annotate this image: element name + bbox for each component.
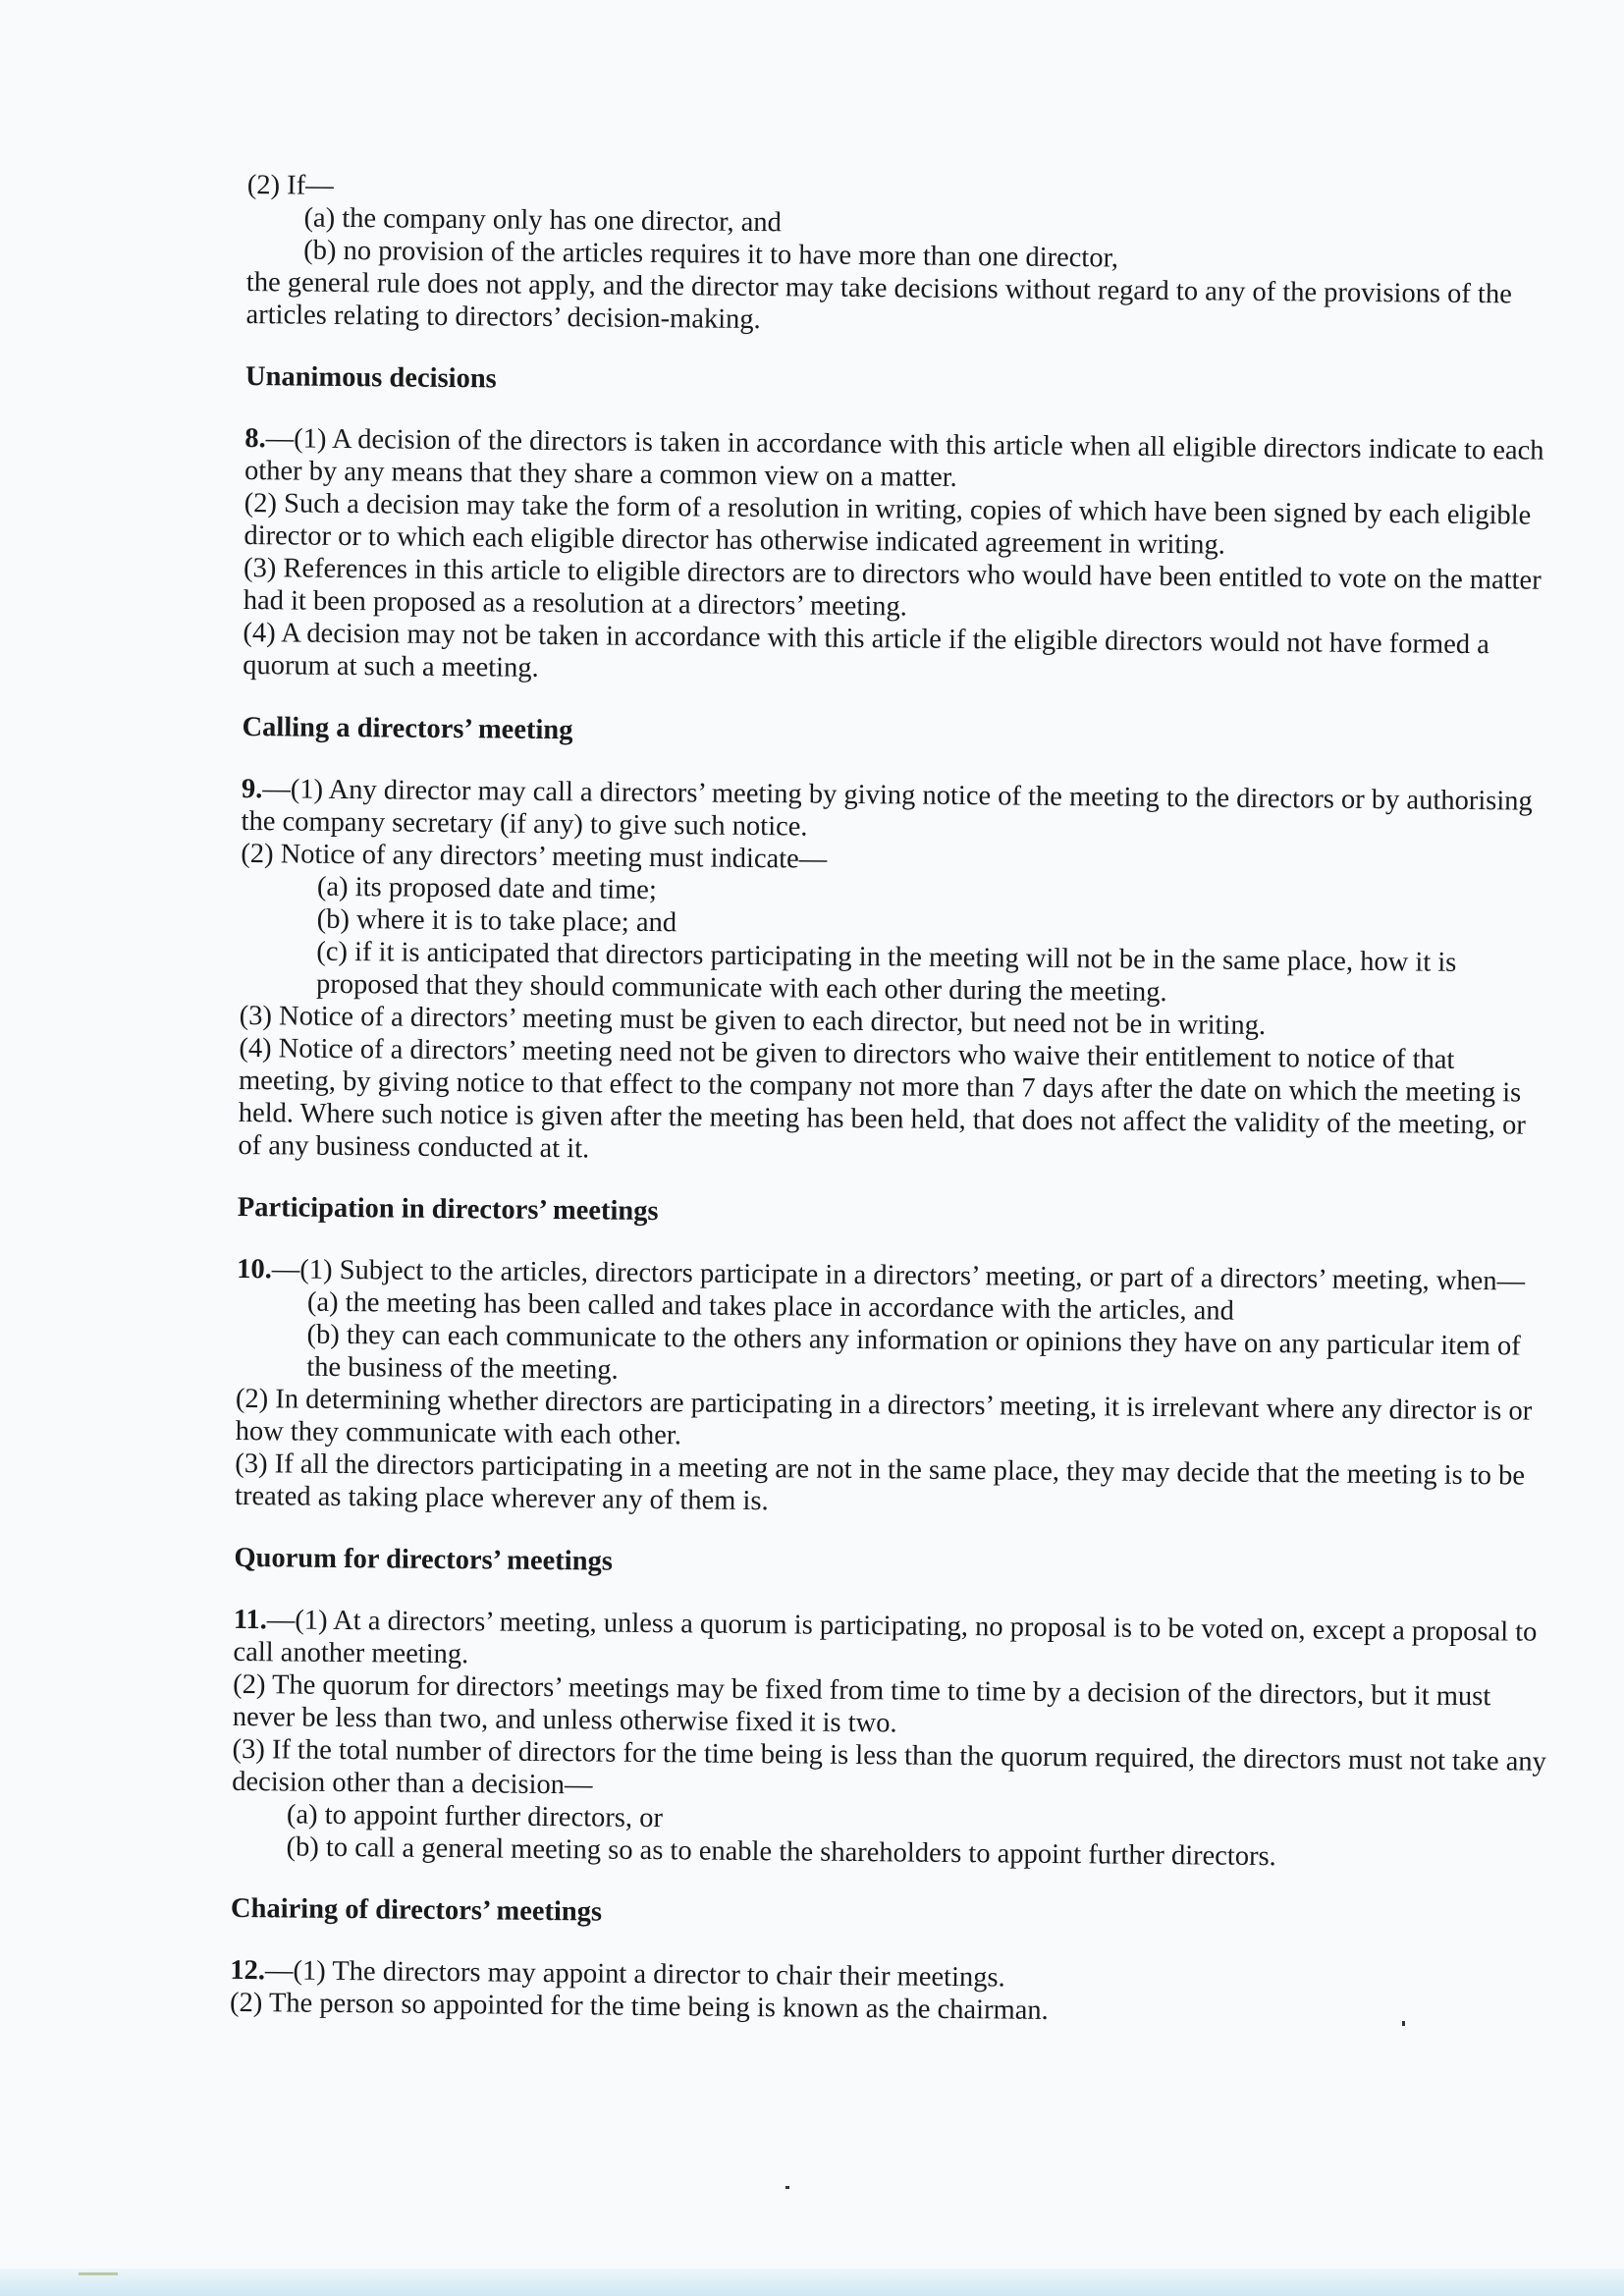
clause-7-2-b: (b) no provision of the articles requires it to have more than one director, [303, 235, 1119, 274]
article-10-para-3: (3) If all the directors participating in a meeting are not in the same place, they may decide that the meeting is to be treated as taking place wherever any of them is. [234, 1448, 1526, 1517]
article-9-para-3: (3) Notice of a directors’ meeting must be given to each director, but need not be in writing. [239, 1000, 1267, 1041]
heading-unanimous-decisions: Unanimous decisions [244, 360, 497, 395]
article-11-text-1: —(1) At a directors’ meeting, unless a quorum is participating, no proposal is to be voted on, except a proposal to call another meeting. [233, 1605, 1538, 1670]
article-9-item-a: (a) its proposed date and time; [316, 871, 657, 906]
article-11-para-3: (3) If the total number of directors for the time being is less than the quorum required, the directors must not take any decision other than a decision— [232, 1733, 1546, 1801]
page-body [230, 169, 1563, 2032]
article-11-number: 11. [233, 1604, 268, 1636]
article-10-number: 10. [237, 1253, 273, 1285]
article-10-text-1: —(1) Subject to the articles, directors participate in a directors’ meeting, or part of a directors’ meeting, when— [271, 1254, 1526, 1297]
article-8-para-3: (3) References in this article to eligible directors are to directors who would have been entitled to vote on the matter had it been proposed as a resolution at a directors’ meeting. [243, 552, 1542, 623]
scan-edge-mark [79, 2272, 118, 2275]
heading-quorum: Quorum for directors’ meetings [234, 1542, 614, 1577]
article-8-number: 8. [244, 422, 266, 455]
article-12-number: 12. [230, 1954, 266, 1987]
clause-7-2-intro: (2) If— [246, 169, 334, 201]
article-12-para-2: (2) The person so appointed for the time being is known as the chairman. [229, 1987, 1049, 2026]
heading-calling-meeting: Calling a directors’ meeting [242, 711, 573, 746]
scan-speck [785, 2186, 789, 2189]
article-12-text-1: —(1) The directors may appoint a director to chair their meetings. [264, 1955, 1005, 1994]
heading-participation: Participation in directors’ meetings [237, 1191, 659, 1228]
clause-7-2-tail: the general rule does not apply, and the director may take decisions without regard to any of the provisions of the articles relating to directors’ decision-making. [245, 266, 1512, 336]
article-8-para-4: (4) A decision may not be taken in accordance with this article if the eligible directors would not have formed a quorum at such a meeting. [242, 617, 1489, 683]
article-9-item-b: (b) where it is to take place; and [316, 903, 677, 939]
clause-7-2-a: (a) the company only has one director, and [303, 202, 783, 239]
article-8-text-1: —(1) A decision of the directors is taken in accordance with this article when all eligible directors indicate to each other by any means that they share a common view on a matter. [244, 423, 1544, 493]
article-9-text-1: —(1) Any director may call a directors’ meeting by giving notice of the meeting to the directors or by authorising the company secretary (if any) to give such notice. [241, 774, 1533, 843]
article-11-item-a: (a) to appoint further directors, or [286, 1799, 664, 1834]
article-8-para-2: (2) Such a decision may take the form of a resolution in writing, copies of which have been signed by each eligible director or to which each eligible director has otherwise indicated agreement in writing. [244, 487, 1532, 561]
article-10-item-b: (b) they can each communicate to the others any information or opinions they have on any particular item of the business of the meeting. [306, 1319, 1521, 1386]
scan-speck [1402, 2021, 1405, 2026]
scan-edge-strip [0, 2269, 1624, 2296]
article-11-item-b: (b) to call a general meeting so as to enable the shareholders to appoint further directors. [286, 1831, 1276, 1873]
article-9-number: 9. [241, 773, 263, 805]
article-9-item-c: (c) if it is anticipated that directors participating in the meeting will not be in the same place, how it is proposed that they should communicate with each other during the meeting. [315, 936, 1457, 1009]
article-10-item-a: (a) the meeting has been called and takes place in accordance with the articles, and [306, 1286, 1235, 1327]
article-10-para-2: (2) In determining whether directors are participating in a directors’ meeting, it is irrelevant where any director is or how they communicate with each other. [235, 1383, 1533, 1451]
heading-chairing: Chairing of directors’ meetings [230, 1892, 603, 1928]
article-9-para-4: (4) Notice of a directors’ meeting need not be given to directors who waive their entitlement to notice of that meeting, by giving notice to that effect to the company not more than 7 days after the date on which the meeting is held. Where such notice is given after the meeting has been held, that does not affect the validity of the meeting, or of any business conducted at it. [238, 1032, 1526, 1165]
article-11-para-2: (2) The quorum for directors’ meetings may be fixed from time to time by a decision of the directors, but it must never be less than two, and unless otherwise fixed it is two. [232, 1668, 1491, 1739]
article-9-para-2: (2) Notice of any directors’ meeting must indicate— [241, 838, 828, 875]
